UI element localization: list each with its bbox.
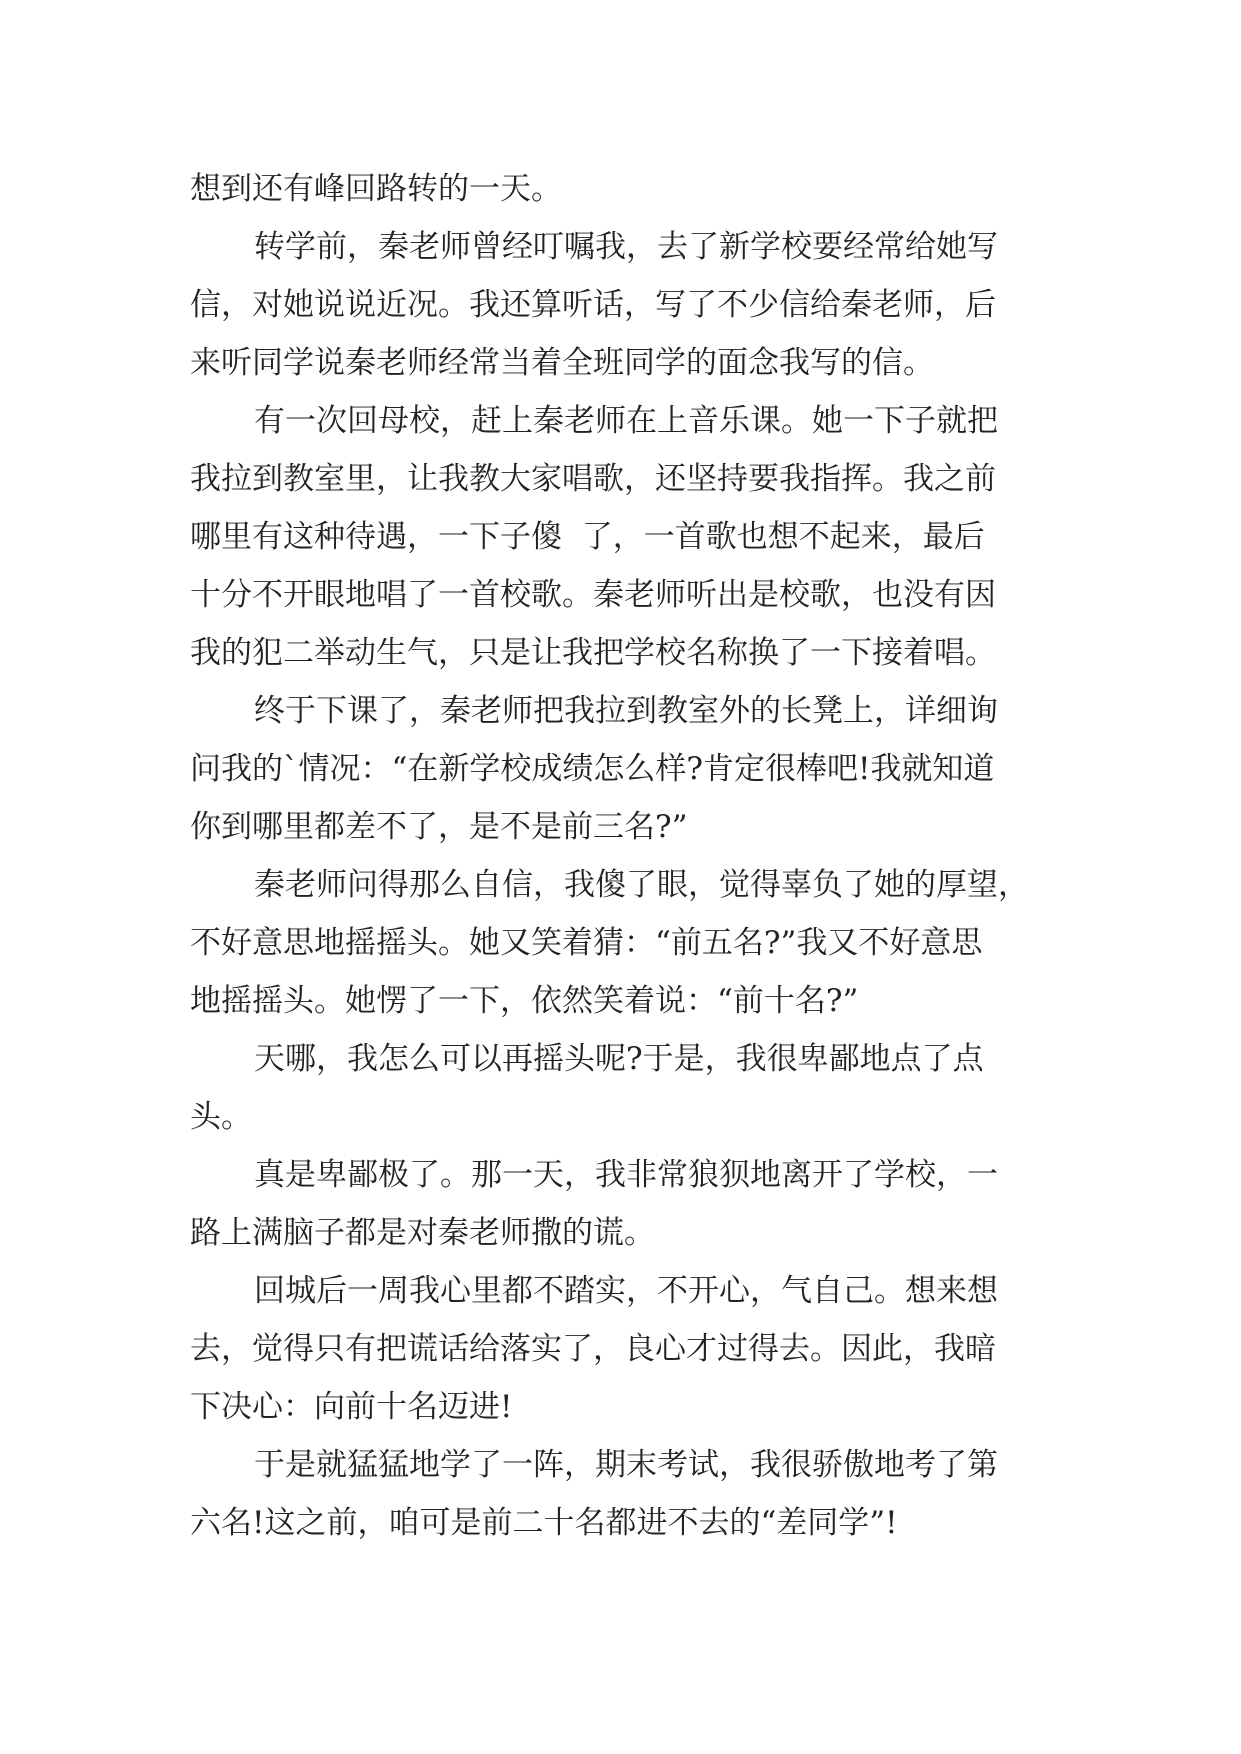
- paragraph: [190, 392, 1070, 682]
- text-line: 十分不开眼地唱了一首校歌。秦老师听出是校歌，也没有因: [190, 577, 996, 613]
- paragraph: [190, 218, 1070, 392]
- text-line: 于是就猛猛地学了一阵，期末考试，我很骄傲地考了第: [254, 1447, 998, 1483]
- text-line: 头。: [190, 1099, 252, 1135]
- text-line: 下决心：向前十名迈进!: [190, 1389, 513, 1425]
- text-line: 有一次回母校，赶上秦老师在上音乐课。她一下子就把: [254, 403, 998, 439]
- text-line: 去，觉得只有把谎话给落实了，良心才过得去。因此，我暗: [190, 1331, 996, 1367]
- paragraph: [190, 1146, 1070, 1262]
- text-line: 转学前，秦老师曾经叮嘱我，去了新学校要经常给她写: [254, 229, 998, 265]
- paragraph: [190, 856, 1070, 1030]
- text-line: 我拉到教室里，让我教大家唱歌，还坚持要我指挥。我之前: [190, 461, 996, 497]
- article-body: [190, 160, 1070, 1552]
- text-line: 真是卑鄙极了。那一天，我非常狼狈地离开了学校，一: [254, 1157, 998, 1193]
- text-line: 想到还有峰回路转的一天。: [190, 171, 562, 207]
- text-line: 六名!这之前，咱可是前二十名都进不去的“差同学”!: [190, 1505, 898, 1541]
- text-line: 天哪，我怎么可以再摇头呢?于是，我很卑鄙地点了点: [254, 1041, 984, 1077]
- text-line: 哪里有这种待遇，一下子傻 了，一首歌也想不起来，最后: [190, 519, 985, 555]
- text-line: 你到哪里都差不了，是不是前三名?”: [190, 809, 688, 845]
- text-line: 回城后一周我心里都不踏实，不开心，气自己。想来想: [254, 1273, 998, 1309]
- paragraph: [190, 1436, 1070, 1552]
- text-line: 我的犯二举动生气，只是让我把学校名称换了一下接着唱。: [190, 635, 996, 671]
- paragraph: [190, 682, 1070, 856]
- paragraph: [190, 1262, 1070, 1436]
- paragraph: [190, 160, 1070, 218]
- text-line: 来听同学说秦老师经常当着全班同学的面念我写的信。: [190, 345, 934, 381]
- paragraph: [190, 1030, 1070, 1146]
- text-line: 不好意思地摇摇头。她又笑着猜：“前五名?”我又不好意思: [190, 925, 983, 961]
- text-line: 问我的`情况：“在新学校成绩怎么样?肯定很棒吧!我就知道: [190, 751, 995, 787]
- text-line: 路上满脑子都是对秦老师撒的谎。: [190, 1215, 655, 1251]
- text-line: 终于下课了，秦老师把我拉到教室外的长凳上，详细询: [254, 693, 998, 729]
- text-line: 地摇摇头。她愣了一下，依然笑着说：“前十名?”: [190, 983, 859, 1019]
- text-line: 秦老师问得那么自信，我傻了眼，觉得辜负了她的厚望，: [254, 867, 1029, 903]
- text-line: 信，对她说说近况。我还算听话，写了不少信给秦老师，后: [190, 287, 996, 323]
